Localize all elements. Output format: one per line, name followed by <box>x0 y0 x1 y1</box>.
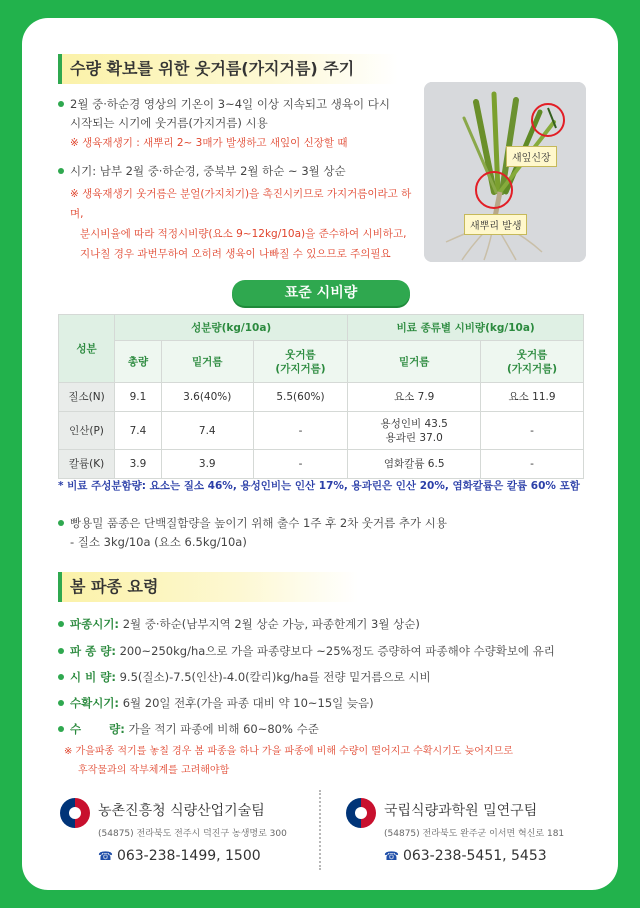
bullet-text: 시기: 남부 2월 중·하순경, 중북부 2월 하순 ~ 3월 상순 <box>70 164 346 178</box>
col-top: 웃거름 (가지거름) <box>253 341 348 383</box>
bullet-dot-icon <box>58 700 64 706</box>
col-component: 성분 <box>59 315 115 383</box>
bullet-dot-icon <box>58 101 64 107</box>
table-row <box>59 412 584 450</box>
item-label: 시 비 량: <box>70 670 116 684</box>
org1-name: 농촌진흥청 식량산업기술팀 <box>98 803 265 819</box>
note-line3: 지나칠 경우 과번무하여 오히려 생육이 나빠질 수 있으므로 주의필요 <box>80 248 391 260</box>
phone-icon: ☎ <box>384 849 399 863</box>
bullet-text-line2: 시작되는 시기에 웃거름(가지거름) 시용 <box>70 116 268 130</box>
cell-total: 9.1 <box>115 383 162 412</box>
note-line2: 후작물과의 작부체계를 고려해야함 <box>78 765 230 776</box>
bullet-topdressing-timing <box>58 95 422 133</box>
fertilizer-rate-table <box>58 314 584 479</box>
col-base: 밑거름 <box>161 341 253 383</box>
item-text: 200~250kg/ha으로 가을 파종량보다 ~25%정도 증량하여 파종해야 수량확보에 유리 <box>115 644 555 658</box>
table-row <box>59 450 584 479</box>
item-yield <box>58 720 598 739</box>
note-line2: 분시비율에 따라 적정시비량(요소 9~12kg/10a)을 준수하여 시비하고, <box>80 228 407 240</box>
photo-tag-new-root: 새뿌리 발생 <box>464 214 527 235</box>
cell-fert-top: 요소 11.9 <box>481 383 584 412</box>
org2-phone-number: 063-238-5451, 5453 <box>402 848 547 864</box>
cell-top: - <box>253 450 348 479</box>
photo-tag-new-leaf: 새잎신장 <box>506 146 557 167</box>
item-text: 2월 중·하순(남부지역 2월 상순 가능, 파종한계기 3월 상순) <box>119 617 420 631</box>
cell-base: 7.4 <box>161 412 253 450</box>
note-regrowth-definition: ※ 생육재생기 : 새뿌리 2~ 3매가 발생하고 새잎이 신장할 때 <box>70 137 348 149</box>
item-seeding-rate <box>58 642 598 661</box>
cell-base: 3.6(40%) <box>161 383 253 412</box>
item-harvest-time <box>58 694 598 713</box>
bullet-dot-icon <box>58 726 64 732</box>
table-subheader-row <box>59 341 584 383</box>
section-title-spring-sowing: 봄 파종 요령 <box>58 572 358 602</box>
note-line1: ※ 가을파종 적기를 놓칠 경우 봄 파종을 하나 가을 파종에 비해 수량이 떨어지고 수확시기도 늦어지므로 <box>64 746 513 757</box>
item-text: 9.5(질소)-7.5(인산)-4.0(칼리)kg/ha를 전량 밑거름으로 시비 <box>115 670 431 684</box>
table-title-badge: 표준 시비량 <box>232 280 410 306</box>
col-group-fertilizer-amount: 비료 종류별 시비량(kg/10a) <box>348 315 584 341</box>
wheat-seedling-photo <box>424 82 586 262</box>
note-tillering <box>70 184 422 264</box>
note-line1: ※ 생육재생기 웃거름은 분얼(가지치기)을 촉진시키므로 가지거름이라고 하며, <box>70 188 412 220</box>
bullet-timing-region <box>58 162 422 181</box>
table-row <box>59 383 584 412</box>
org1-phone-number: 063-238-1499, 1500 <box>116 848 261 864</box>
government-emblem-icon <box>346 798 376 828</box>
bullet-dot-icon <box>58 674 64 680</box>
section-title-topdressing: 수량 확보를 위한 웃거름(가지거름) 주기 <box>58 54 398 84</box>
item-text: 가을 적기 파종에 비해 60~80% 수준 <box>124 722 319 736</box>
phone-icon: ☎ <box>98 849 113 863</box>
org2-address: (54875) 전라북도 완주군 이서면 혁신로 181 <box>384 829 565 839</box>
note-spring-sowing <box>64 742 596 780</box>
org2-phone <box>384 848 547 864</box>
org2-name: 국립식량과학원 밀연구팀 <box>384 803 538 819</box>
item-sowing-time <box>58 615 598 634</box>
bullet-dot-icon <box>58 648 64 654</box>
cell-top: - <box>253 412 348 450</box>
org1-address: (54875) 전라북도 전주시 덕진구 농생명로 300 <box>98 829 287 839</box>
bullet-bread-wheat <box>58 514 588 552</box>
cell-total: 3.9 <box>115 450 162 479</box>
col-total: 총량 <box>115 341 162 383</box>
cell-top: 5.5(60%) <box>253 383 348 412</box>
cell-fert-top: - <box>481 412 584 450</box>
item-label: 파종시기: <box>70 617 120 631</box>
row-name: 질소(N) <box>59 383 115 412</box>
government-emblem-icon <box>60 798 90 828</box>
footer-divider <box>319 790 321 870</box>
cell-fert-top: - <box>481 450 584 479</box>
row-name: 인산(P) <box>59 412 115 450</box>
bullet-text-line1: 빵용밀 품종은 단백질함량을 높이기 위해 출수 1주 후 2차 웃거름 추가 시용 <box>70 516 448 530</box>
col-fert-base: 밑거름 <box>348 341 481 383</box>
cell-total: 7.4 <box>115 412 162 450</box>
table-header-row <box>59 315 584 341</box>
bullet-dot-icon <box>58 621 64 627</box>
item-label: 수확시기: <box>70 696 120 710</box>
cell-fert-base: 요소 7.9 <box>348 383 481 412</box>
item-label: 파 종 량: <box>70 644 116 658</box>
col-fert-top: 웃거름 (가지거름) <box>481 341 584 383</box>
bullet-text-line1: 2월 중·하순경 영상의 기온이 3~4일 이상 지속되고 생육이 다시 <box>70 97 390 111</box>
wheat-seedling-illustration <box>424 82 586 262</box>
item-fertilizer-rate <box>58 668 598 687</box>
item-label: 수 량: <box>70 722 125 736</box>
cell-fert-base: 용성인비 43.5 용과린 37.0 <box>348 412 481 450</box>
col-group-component-amount: 성분량(kg/10a) <box>115 315 348 341</box>
cell-base: 3.9 <box>161 450 253 479</box>
cell-fert-base: 염화칼륨 6.5 <box>348 450 481 479</box>
bullet-dot-icon <box>58 520 64 526</box>
item-text: 6월 20일 전후(가을 파종 대비 약 10~15일 늦음) <box>119 696 374 710</box>
bullet-text-line2: - 질소 3kg/10a (요소 6.5kg/10a) <box>70 535 247 549</box>
row-name: 칼륨(K) <box>59 450 115 479</box>
org1-phone <box>98 848 261 864</box>
bullet-dot-icon <box>58 168 64 174</box>
table-footnote: * 비료 주성분함량: 요소는 질소 46%, 용성인비는 인산 17%, 용과린은 인산 20%, 염화칼륨은 칼륨 60% 포함 <box>58 480 580 492</box>
